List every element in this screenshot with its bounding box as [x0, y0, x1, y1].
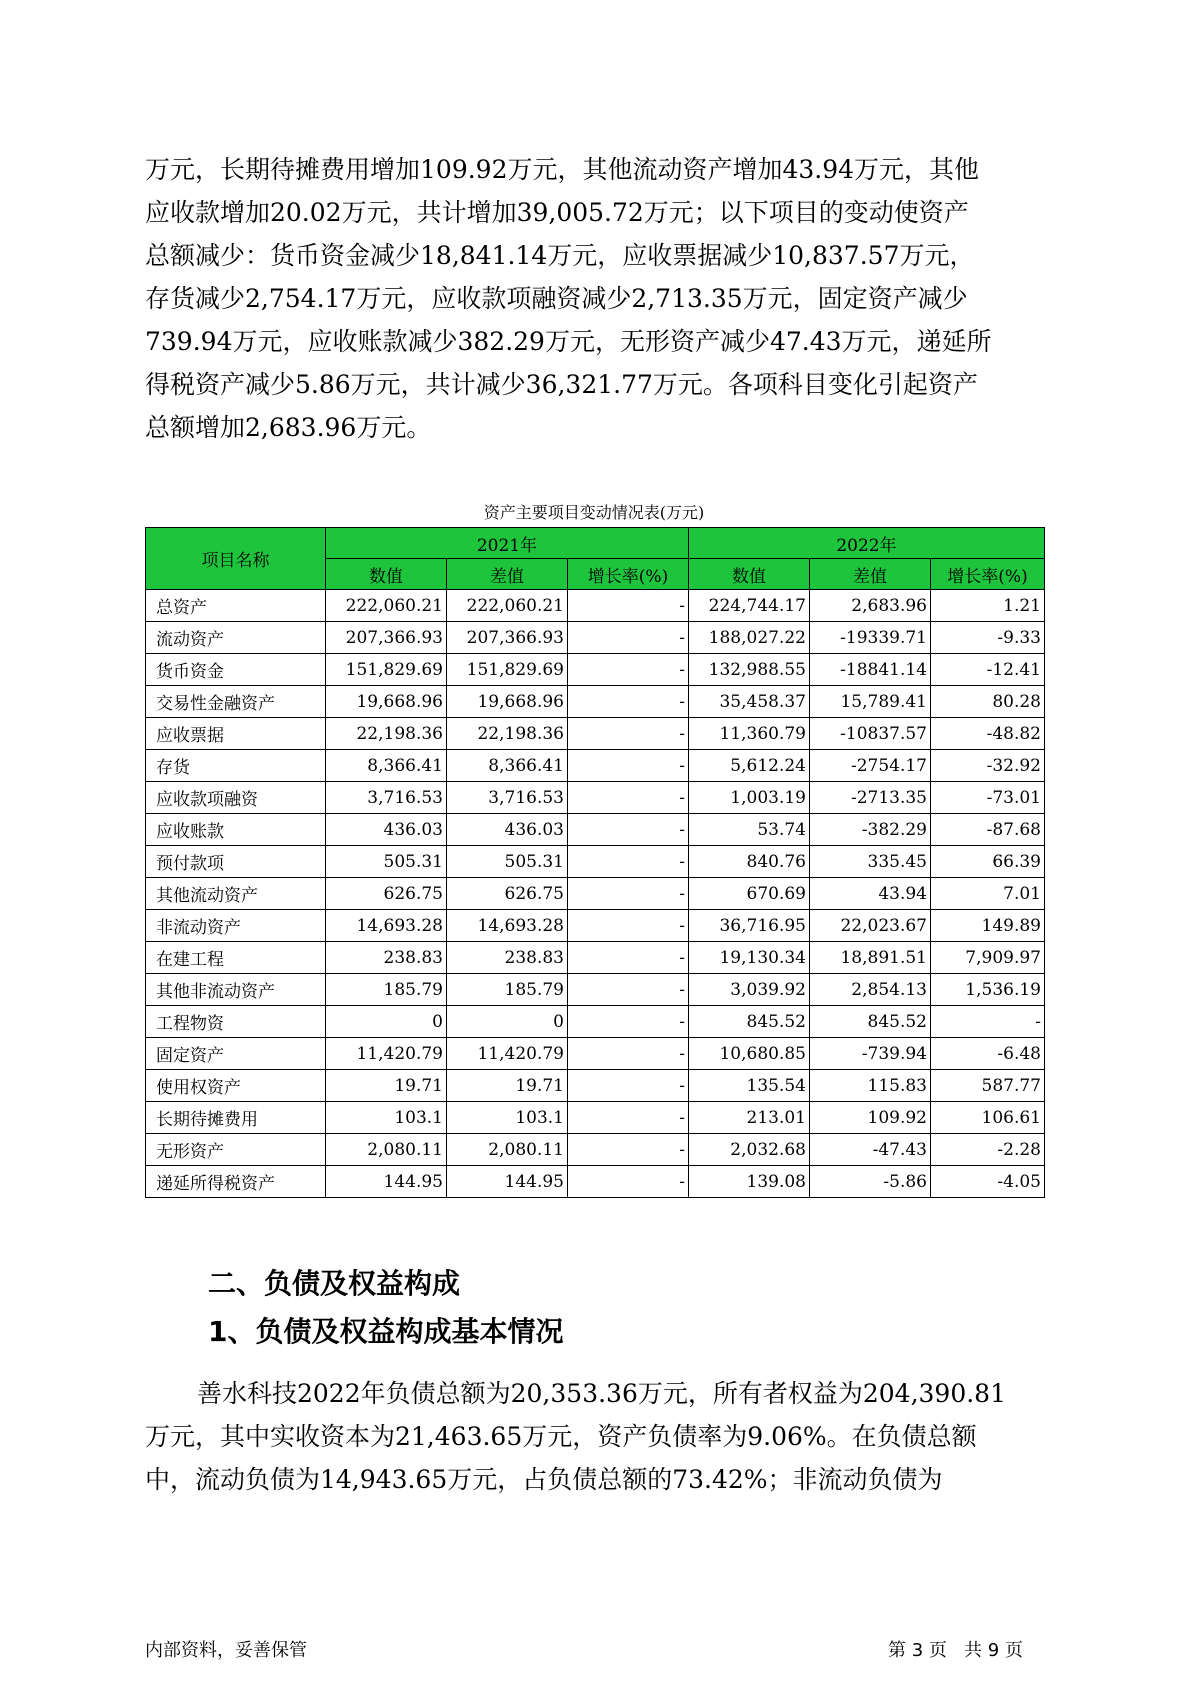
- cell-v21: 22,198.36: [326, 718, 447, 750]
- cell-v22: 840.76: [689, 846, 810, 878]
- cell-v21: 8,366.41: [326, 750, 447, 782]
- cell-name: 预付款项: [146, 846, 326, 878]
- cell-r22: -: [931, 1006, 1045, 1038]
- footer-confidential-note: 内部资料，妥善保管: [145, 1640, 307, 1661]
- cell-d22: 43.94: [810, 878, 931, 910]
- cell-r22: -9.33: [931, 622, 1045, 654]
- table-row: [146, 846, 1045, 878]
- cell-d21: 0: [447, 1006, 568, 1038]
- cell-d21: 207,366.93: [447, 622, 568, 654]
- cell-v22: 19,130.34: [689, 942, 810, 974]
- cell-d21: 103.1: [447, 1102, 568, 1134]
- cell-v21: 436.03: [326, 814, 447, 846]
- cell-d22: -19339.71: [810, 622, 931, 654]
- cell-v22: 213.01: [689, 1102, 810, 1134]
- cell-d22: 2,854.13: [810, 974, 931, 1006]
- cell-v21: 238.83: [326, 942, 447, 974]
- cell-r22: 66.39: [931, 846, 1045, 878]
- cell-d21: 144.95: [447, 1166, 568, 1198]
- cell-name: 使用权资产: [146, 1070, 326, 1102]
- cell-d22: 335.45: [810, 846, 931, 878]
- cell-d21: 11,420.79: [447, 1038, 568, 1070]
- cell-r21: -: [568, 1102, 689, 1134]
- cell-d22: -18841.14: [810, 654, 931, 686]
- table-row: [146, 814, 1045, 846]
- text-line: 善水科技2022年负债总额为20,353.36万元，所有者权益为204,390.81: [197, 1379, 1006, 1408]
- cell-d22: 18,891.51: [810, 942, 931, 974]
- cell-v21: 0: [326, 1006, 447, 1038]
- table-row: [146, 1070, 1045, 1102]
- table-row: [146, 878, 1045, 910]
- cell-v21: 151,829.69: [326, 654, 447, 686]
- cell-d22: -5.86: [810, 1166, 931, 1198]
- cell-name: 应收票据: [146, 718, 326, 750]
- cell-r22: 149.89: [931, 910, 1045, 942]
- cell-r21: -: [568, 1166, 689, 1198]
- cell-v21: 626.75: [326, 878, 447, 910]
- cell-v22: 132,988.55: [689, 654, 810, 686]
- cell-d22: 2,683.96: [810, 590, 931, 622]
- cell-r22: -2.28: [931, 1134, 1045, 1166]
- cell-name: 其他非流动资产: [146, 974, 326, 1006]
- cell-r22: 80.28: [931, 686, 1045, 718]
- cell-v22: 670.69: [689, 878, 810, 910]
- header-value-2022: 数值: [689, 559, 810, 590]
- cell-r21: -: [568, 910, 689, 942]
- cell-v21: 144.95: [326, 1166, 447, 1198]
- table-row: [146, 718, 1045, 750]
- cell-v21: 19,668.96: [326, 686, 447, 718]
- cell-d21: 19,668.96: [447, 686, 568, 718]
- cell-d22: 22,023.67: [810, 910, 931, 942]
- cell-v21: 19.71: [326, 1070, 447, 1102]
- header-year-2022: 2022年: [689, 528, 1045, 559]
- cell-r22: -73.01: [931, 782, 1045, 814]
- cell-r21: -: [568, 942, 689, 974]
- cell-v21: 185.79: [326, 974, 447, 1006]
- cell-r22: 1,536.19: [931, 974, 1045, 1006]
- cell-r22: 7,909.97: [931, 942, 1045, 974]
- cell-name: 货币资金: [146, 654, 326, 686]
- table-body: [146, 590, 1045, 1198]
- cell-name: 递延所得税资产: [146, 1166, 326, 1198]
- header-rate-2021: 增长率(%): [568, 559, 689, 590]
- cell-v22: 11,360.79: [689, 718, 810, 750]
- cell-v21: 11,420.79: [326, 1038, 447, 1070]
- table-row: [146, 782, 1045, 814]
- text-line: 739.94万元，应收账款减少382.29万元，无形资产减少47.43万元，递延所: [145, 327, 992, 356]
- table-row: [146, 590, 1045, 622]
- cell-d22: -47.43: [810, 1134, 931, 1166]
- cell-r22: -87.68: [931, 814, 1045, 846]
- cell-d22: 109.92: [810, 1102, 931, 1134]
- text-line: 万元，长期待摊费用增加109.92万元，其他流动资产增加43.94万元，其他: [145, 155, 980, 184]
- asset-change-table: [145, 527, 1045, 1198]
- cell-v22: 224,744.17: [689, 590, 810, 622]
- cell-r21: -: [568, 782, 689, 814]
- cell-v21: 3,716.53: [326, 782, 447, 814]
- cell-v22: 5,612.24: [689, 750, 810, 782]
- cell-r22: -48.82: [931, 718, 1045, 750]
- cell-name: 无形资产: [146, 1134, 326, 1166]
- cell-v22: 3,039.92: [689, 974, 810, 1006]
- cell-d22: -739.94: [810, 1038, 931, 1070]
- header-year-2021: 2021年: [326, 528, 689, 559]
- table-row: [146, 654, 1045, 686]
- text-line: 中，流动负债为14,943.65万元，占负债总额的73.42%；非流动负债为: [145, 1465, 943, 1494]
- cell-r21: -: [568, 974, 689, 1006]
- cell-r21: -: [568, 590, 689, 622]
- cell-v22: 188,027.22: [689, 622, 810, 654]
- table-row: [146, 686, 1045, 718]
- cell-name: 应收款项融资: [146, 782, 326, 814]
- cell-v21: 103.1: [326, 1102, 447, 1134]
- cell-r21: -: [568, 686, 689, 718]
- cell-name: 总资产: [146, 590, 326, 622]
- cell-r21: -: [568, 654, 689, 686]
- cell-name: 流动资产: [146, 622, 326, 654]
- cell-d21: 626.75: [447, 878, 568, 910]
- cell-d22: -382.29: [810, 814, 931, 846]
- cell-r21: -: [568, 622, 689, 654]
- cell-r21: -: [568, 846, 689, 878]
- cell-v22: 139.08: [689, 1166, 810, 1198]
- text-line: 得税资产减少5.86万元，共计减少36,321.77万元。各项科目变化引起资产: [145, 370, 978, 399]
- table-row: [146, 1134, 1045, 1166]
- cell-r22: -32.92: [931, 750, 1045, 782]
- cell-r22: 7.01: [931, 878, 1045, 910]
- cell-r21: -: [568, 1134, 689, 1166]
- table-row: [146, 622, 1045, 654]
- cell-d21: 436.03: [447, 814, 568, 846]
- text-line: 总额减少：货币资金减少18,841.14万元，应收票据减少10,837.57万元，: [145, 241, 975, 270]
- cell-r21: -: [568, 750, 689, 782]
- cell-d21: 19.71: [447, 1070, 568, 1102]
- cell-v22: 36,716.95: [689, 910, 810, 942]
- cell-v21: 222,060.21: [326, 590, 447, 622]
- cell-d21: 151,829.69: [447, 654, 568, 686]
- cell-r21: -: [568, 1038, 689, 1070]
- cell-name: 非流动资产: [146, 910, 326, 942]
- cell-v21: 207,366.93: [326, 622, 447, 654]
- cell-d22: -2754.17: [810, 750, 931, 782]
- cell-v21: 14,693.28: [326, 910, 447, 942]
- table-row: [146, 942, 1045, 974]
- cell-name: 交易性金融资产: [146, 686, 326, 718]
- cell-d21: 505.31: [447, 846, 568, 878]
- cell-name: 在建工程: [146, 942, 326, 974]
- cell-d21: 22,198.36: [447, 718, 568, 750]
- cell-v21: 2,080.11: [326, 1134, 447, 1166]
- cell-r22: 587.77: [931, 1070, 1045, 1102]
- cell-v22: 135.54: [689, 1070, 810, 1102]
- cell-name: 工程物资: [146, 1006, 326, 1038]
- cell-v22: 10,680.85: [689, 1038, 810, 1070]
- cell-name: 其他流动资产: [146, 878, 326, 910]
- header-rate-2022: 增长率(%): [931, 559, 1045, 590]
- table-row: [146, 910, 1045, 942]
- intro-paragraph: [145, 148, 1045, 449]
- cell-r21: -: [568, 1006, 689, 1038]
- footer-page-number: 第 3 页 共 9 页: [888, 1640, 1023, 1661]
- table-row: [146, 1102, 1045, 1134]
- table-caption: 资产主要项目变动情况表(万元): [483, 503, 705, 522]
- cell-d21: 14,693.28: [447, 910, 568, 942]
- table-row: [146, 1166, 1045, 1198]
- cell-v22: 845.52: [689, 1006, 810, 1038]
- text-line: 存货减少2,754.17万元，应收款项融资减少2,713.35万元，固定资产减少: [145, 284, 968, 313]
- cell-d21: 185.79: [447, 974, 568, 1006]
- table-row: [146, 750, 1045, 782]
- cell-v21: 505.31: [326, 846, 447, 878]
- cell-r22: 106.61: [931, 1102, 1045, 1134]
- text-line: 应收款增加20.02万元，共计增加39,005.72万元；以下项目的变动使资产: [145, 198, 969, 227]
- cell-v22: 1,003.19: [689, 782, 810, 814]
- cell-d22: 845.52: [810, 1006, 931, 1038]
- table-row: [146, 974, 1045, 1006]
- cell-r21: -: [568, 1070, 689, 1102]
- table-row: [146, 1006, 1045, 1038]
- cell-r22: 1.21: [931, 590, 1045, 622]
- cell-name: 应收账款: [146, 814, 326, 846]
- cell-d22: -10837.57: [810, 718, 931, 750]
- header-diff-2022: 差值: [810, 559, 931, 590]
- section-heading: 二、负债及权益构成: [208, 1267, 461, 1300]
- cell-d21: 3,716.53: [447, 782, 568, 814]
- cell-name: 固定资产: [146, 1038, 326, 1070]
- cell-r21: -: [568, 814, 689, 846]
- cell-d21: 2,080.11: [447, 1134, 568, 1166]
- subsection-heading: 1、负债及权益构成基本情况: [208, 1315, 564, 1348]
- cell-r21: -: [568, 878, 689, 910]
- cell-r21: -: [568, 718, 689, 750]
- header-item-name: 项目名称: [146, 528, 326, 590]
- cell-d22: 15,789.41: [810, 686, 931, 718]
- header-value-2021: 数值: [326, 559, 447, 590]
- cell-d21: 238.83: [447, 942, 568, 974]
- header-diff-2021: 差值: [447, 559, 568, 590]
- cell-d22: -2713.35: [810, 782, 931, 814]
- cell-d21: 8,366.41: [447, 750, 568, 782]
- text-line: 万元，其中实收资本为21,463.65万元，资产负债率为9.06%。在负债总额: [145, 1422, 977, 1451]
- text-line: 总额增加2,683.96万元。: [145, 413, 432, 442]
- cell-r22: -6.48: [931, 1038, 1045, 1070]
- cell-v22: 53.74: [689, 814, 810, 846]
- cell-v22: 35,458.37: [689, 686, 810, 718]
- cell-v22: 2,032.68: [689, 1134, 810, 1166]
- cell-r22: -4.05: [931, 1166, 1045, 1198]
- cell-d22: 115.83: [810, 1070, 931, 1102]
- cell-name: 长期待摊费用: [146, 1102, 326, 1134]
- cell-r22: -12.41: [931, 654, 1045, 686]
- body-paragraph: [145, 1372, 1045, 1501]
- cell-d21: 222,060.21: [447, 590, 568, 622]
- cell-name: 存货: [146, 750, 326, 782]
- table-row: [146, 1038, 1045, 1070]
